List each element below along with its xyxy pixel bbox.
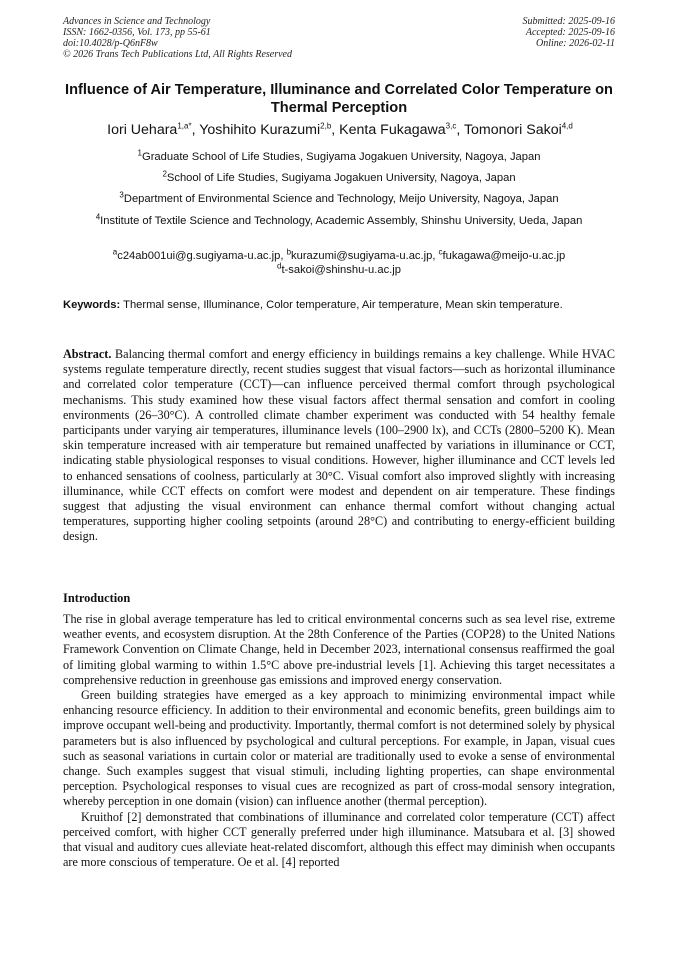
affiliation-marker: 1 [137, 148, 142, 158]
email-address[interactable]: kurazumi@sugiyama-u.ac.jp [291, 250, 433, 262]
dates-header [395, 16, 615, 49]
affiliation-marker: 2 [162, 169, 167, 179]
email-address[interactable]: t-sakoi@shinshu-u.ac.jp [281, 264, 401, 276]
paragraph: Kruithof [2] demonstrated that combinations of illuminance and correlated color temperature (CCT) affect perceived comfort, with higher CCT generally preferred under high illuminance. Matsubara et al. [3] showed that visual and auditory cues alleviate heat-related discomfort, although this effect may diminish when occupants are more conscious of temperature. Oe et al. [4] reported [63, 809, 615, 870]
affiliation-text: Graduate School of Life Studies, Sugiyama Jogakuen University, Nagoya, Japan [142, 151, 541, 163]
abstract-text: Balancing thermal comfort and energy efficiency in buildings remains a key challenge. While HVAC systems regulate temperature directly, recent studies suggest that visual factors—such as horizontal illuminance and correlated color temperature (CCT)—can influence perceived thermal comfort through psychological mechanisms. This study examined how these visual factors affect thermal sensation and comfort in cooling environments (26–30°C). A controlled climate chamber experiment was conducted with 54 healthy female participants under varying air temperatures, illuminance levels (100–2900 lx), and CCTs (2800–5200 K). Mean skin temperature increased with air temperature but remained unaffected by variations in illuminance or CCT, indicating stable physiological responses to visual conditions. However, higher illuminance and CCT levels led to enhanced sensations of coolness, particularly at 30°C. Visual comfort also improved slightly with increasing illuminance, while CCT effects on comfort were modest and dependent on air temperature. These findings suggest that adjusting the visual environment can enhance thermal comfort without changing actual temperatures, supporting higher cooling setpoints (around 28°C) and contributing to energy-efficient building design. [63, 347, 616, 544]
issn-volume: ISSN: 1662-0356, Vol. 173, pp 55-61 [63, 27, 211, 38]
author-affiliation-marker: 2,b [320, 121, 332, 131]
affiliation-text: Department of Environmental Science and Technology, Meijo University, Nagoya, Japan [123, 193, 559, 205]
accepted-date: Accepted: 2025-09-16 [525, 27, 615, 38]
author-affiliation-marker: 3,c [445, 121, 457, 131]
affiliation-marker: 4 [95, 212, 101, 222]
affiliation-marker: 3 [119, 190, 124, 200]
abstract [63, 347, 615, 545]
author-list: Iori Uehara$^{1,a*}$, Yoshihito Kurazumi$^{2,b}$, Kenta Fukagawa$^{3,c}$, Tomonori Sakoi$^{4,d}$ [107, 121, 573, 138]
email-marker: a [112, 247, 118, 257]
submitted-date: Submitted: 2025-09-16 [522, 16, 615, 27]
journal-header [63, 16, 383, 60]
keywords [63, 298, 615, 313]
author-name: Kenta Fukagawa [339, 122, 446, 138]
email-address[interactable]: c24ab001ui@g.sugiyama-u.ac.jp [117, 250, 281, 262]
doi: doi:10.4028/p-Q6nF8w [63, 38, 158, 49]
author-affiliation-marker: 1,a* [177, 121, 192, 131]
author-name: Iori Uehara [107, 122, 178, 138]
email-marker: b [286, 247, 292, 257]
author-name: Tomonori Sakoi [463, 122, 562, 138]
email-marker: c [438, 247, 443, 257]
online-date: Online: 2026-02-11 [536, 38, 615, 49]
copyright: © 2026 Trans Tech Publications Ltd, All Rights Reserved [63, 49, 292, 60]
paper-title: Influence of Air Temperature, Illuminance and Correlated Color Temperature on Thermal Perception [65, 82, 613, 116]
journal-name: Advances in Science and Technology [63, 16, 211, 27]
affiliation-text: School of Life Studies, Sugiyama Jogakuen University, Nagoya, Japan [166, 172, 516, 184]
paragraph: The rise in global average temperature has led to critical environmental concerns such as sea level rise, extreme weather events, and ecosystem disruption. At the 28th Conference of the Parties (COP28) to the United Nations Framework Convention on Climate Change, held in December 2023, international consensus reaffirmed the goal of limiting global warming to within 1.5°C above pre-industrial levels [1]. Achieving this target necessitates a comprehensive reduction in greenhouse gas emissions and improved energy conservation. [63, 612, 615, 687]
affiliation-text: Institute of Textile Science and Technology, Academic Assembly, Shinshu University, Ueda, Japan [100, 215, 583, 227]
email-marker: d [276, 261, 282, 271]
email-address[interactable]: fukagawa@meijo-u.ac.jp [442, 250, 566, 262]
author-name: Yoshihito Kurazumi [199, 122, 321, 138]
author-affiliation-marker: 4,d [561, 121, 573, 131]
affiliation [63, 150, 615, 165]
email-list: $^a$c24ab001ui@g.sugiyama-u.ac.jp, $^b$kurazumi@sugiyama-u.ac.jp, $^c$fukagawa@meijo-u.ac.jp $^d$t-sakoi@shinshu-u.ac.jp [112, 247, 566, 276]
paragraph: Green building strategies have emerged as a key approach to minimizing environmental impact while enhancing resource efficiency. In addition to their environmental and economic benefits, green buildings aim to improve occupant well-being and productivity. Importantly, thermal comfort is not determined solely by physical parameters but is also influenced by psychological and cultural perceptions. For example, in Japan, visual cues such as seasonal variations in curtain color or material are traditionally used to evoke a sense of environmental change. Such examples suggest that visual stimuli, including lighting properties, can shape environmental perception. Psychological responses to visual cues are recognized as part of cross-modal sensory integration, whereby perception in one domain (vision) can influence another (thermal perception). [63, 688, 615, 809]
abstract-label: Abstract. [63, 347, 112, 361]
affiliation [63, 214, 615, 229]
affiliation [63, 171, 615, 186]
introduction-body [63, 612, 615, 870]
affiliation [63, 192, 615, 207]
keywords-label: Keywords: [63, 299, 121, 311]
keywords-text: Thermal sense, Illuminance, Color temperature, Air temperature, Mean skin temperature. [123, 299, 563, 311]
section-heading-introduction: Introduction [63, 591, 131, 605]
